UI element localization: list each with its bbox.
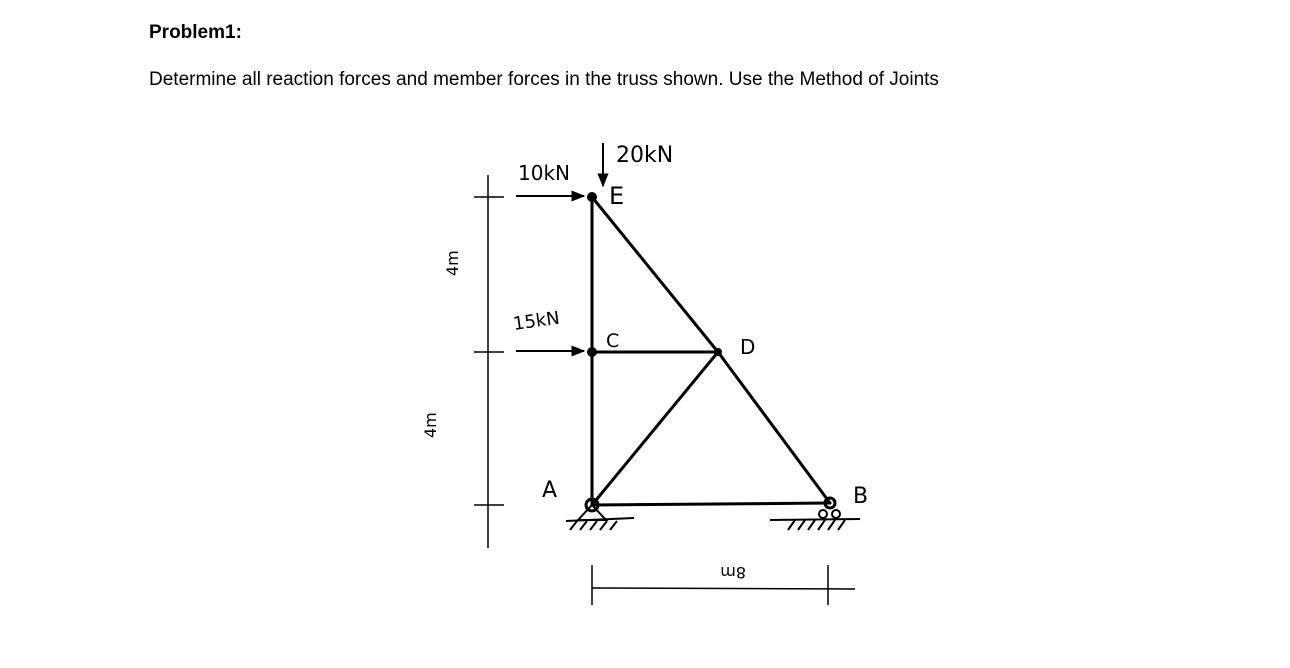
- member-ad: [592, 352, 718, 505]
- joint-label-a: A: [542, 478, 558, 503]
- joint-e-dot: [587, 192, 597, 202]
- joint-label-b: B: [853, 484, 869, 509]
- member-ed: [592, 197, 718, 352]
- dimension-label-base: 8m: [720, 563, 746, 582]
- problem-title: Problem1:: [149, 22, 242, 43]
- dimension-lines: [474, 175, 855, 605]
- dimension-label-lower: 4m: [421, 412, 440, 438]
- load-label-10kn: 10kN: [518, 161, 570, 185]
- pin-support-a: [566, 505, 634, 530]
- joint-label-c: C: [606, 330, 620, 352]
- joint-label-e: E: [609, 182, 625, 210]
- truss-members: [592, 197, 830, 505]
- member-db: [718, 352, 830, 503]
- roller-support-b: [770, 510, 860, 530]
- joint-d-dot: [714, 348, 722, 356]
- joint-label-d: D: [740, 335, 756, 359]
- load-label-15kn: 15kN: [511, 307, 562, 335]
- problem-statement: Determine all reaction forces and member forces in the truss shown. Use the Method of Joints: [149, 69, 939, 90]
- member-ab: [592, 503, 830, 505]
- horizontal-dimension-line: [592, 588, 855, 589]
- dimension-label-upper: 4m: [443, 250, 462, 276]
- load-label-20kn: 20kN: [616, 143, 674, 168]
- joint-c-dot: [587, 347, 597, 357]
